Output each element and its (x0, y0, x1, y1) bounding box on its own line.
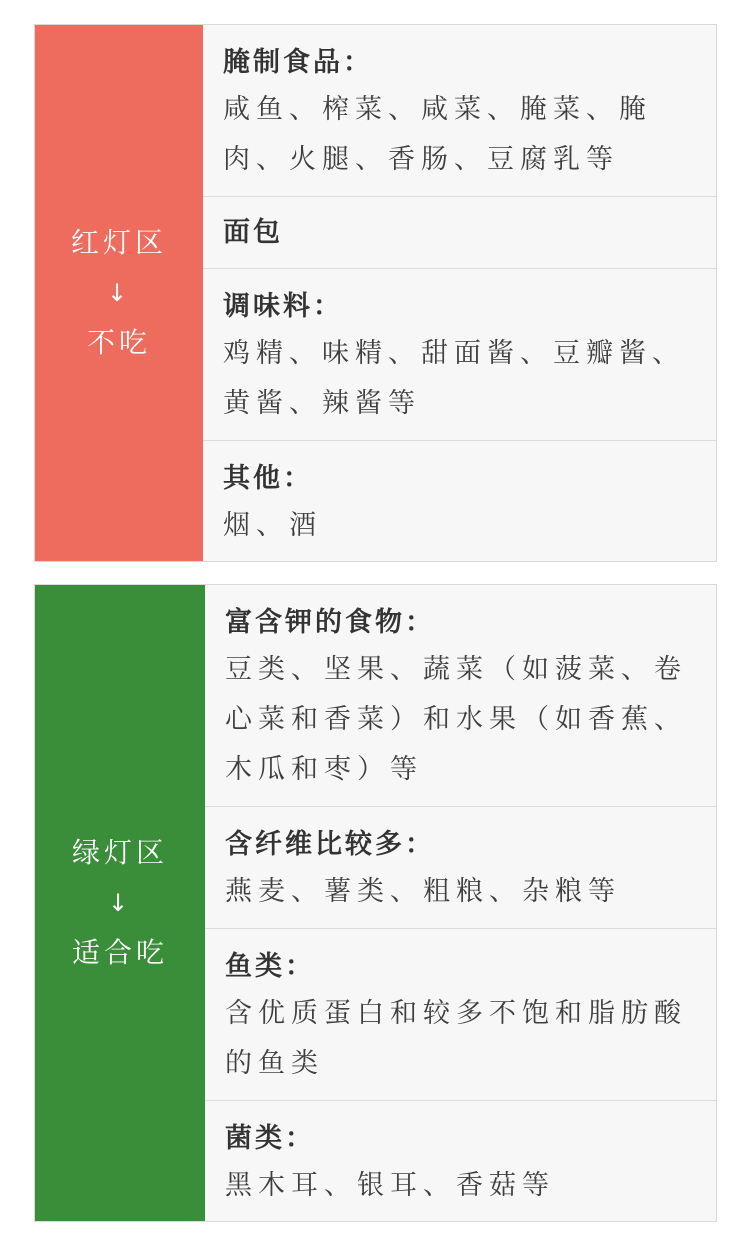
red-zone-items (203, 25, 716, 561)
green-item-potassium (205, 585, 716, 807)
down-arrow-icon: ↓ (107, 889, 133, 917)
item-body: 燕麦、薯类、粗粮、杂粮等 (225, 876, 621, 907)
green-item-fish (205, 929, 716, 1101)
red-zone-table (34, 24, 717, 562)
red-zone-label: 红灯区 (70, 226, 167, 259)
item-body: 黑木耳、银耳、香菇等 (225, 1170, 555, 1201)
green-zone-items (205, 585, 716, 1221)
down-arrow-icon: ↓ (106, 279, 132, 307)
green-zone-table (34, 584, 717, 1222)
red-item-pickled-food (203, 25, 716, 197)
item-body: 含优质蛋白和较多不饱和脂肪酸的鱼类 (225, 998, 687, 1079)
item-body: 咸鱼、榨菜、咸菜、腌菜、腌肉、火腿、香肠、豆腐乳等 (223, 94, 652, 175)
item-body: 鸡精、味精、甜面酱、豆瓣酱、黄酱、辣酱等 (223, 338, 685, 419)
red-item-other (203, 441, 716, 561)
green-zone-label: 绿灯区 (71, 836, 168, 869)
item-body: 烟、酒 (223, 510, 322, 541)
item-heading: 调味料： (223, 291, 343, 322)
item-body: 豆类、坚果、蔬菜（如菠菜、卷心菜和香菜）和水果（如香蕉、木瓜和枣）等 (225, 654, 687, 785)
green-zone-action: 适合吃 (71, 936, 168, 969)
red-zone-label-cell (35, 25, 203, 561)
red-zone-action: 不吃 (86, 326, 151, 359)
item-heading: 鱼类： (225, 951, 315, 982)
green-item-fungi (205, 1101, 716, 1221)
item-heading: 腌制食品： (223, 47, 373, 78)
red-item-seasoning (203, 269, 716, 441)
item-heading: 富含钾的食物： (225, 607, 435, 638)
item-heading: 其他： (223, 463, 313, 494)
green-zone-label-cell (35, 585, 205, 1221)
item-heading: 菌类： (225, 1123, 315, 1154)
green-item-fiber (205, 807, 716, 929)
item-heading: 面包 (223, 217, 283, 248)
item-heading: 含纤维比较多： (225, 829, 435, 860)
red-item-bread (203, 197, 716, 269)
